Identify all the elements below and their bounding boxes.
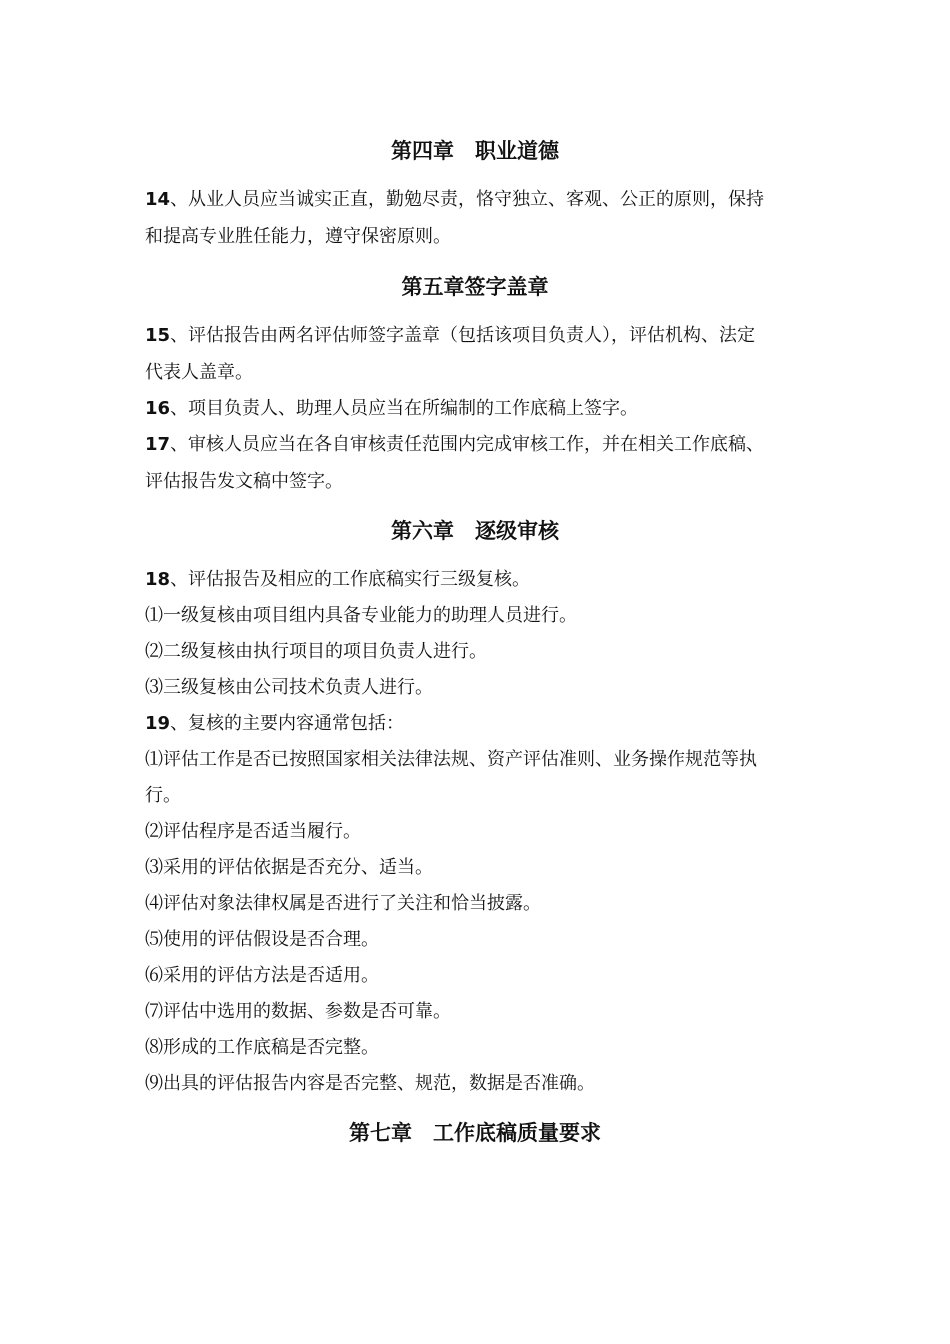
item-19-sub-1-line-1: ⑴评估工作是否已按照国家相关法律法规、资产评估准则、业务操作规范等执 (145, 749, 757, 770)
item-15-text: 、评估报告由两名评估师签字盖章（包括该项目负责人），评估机构、法定 (170, 325, 756, 346)
item-15-line-2: 代表人盖章。 (145, 362, 253, 383)
chapter-5-heading: 第五章签字盖章 (401, 275, 549, 299)
item-19-text: 、复核的主要内容通常包括： (170, 713, 405, 734)
item-19-sub-8: ⑻形成的工作底稿是否完整。 (145, 1037, 379, 1058)
item-14-line-1 (145, 187, 825, 213)
item-19-sub-2: ⑵评估程序是否适当履行。 (145, 821, 361, 842)
item-17-number: 17 (145, 434, 171, 455)
item-19-sub-9: ⑼出具的评估报告内容是否完整、规范，数据是否准确。 (145, 1073, 595, 1094)
chapter-7-heading: 第七章 工作底稿质量要求 (349, 1121, 601, 1145)
item-14-line-2: 和提高专业胜任能力，遵守保密原则。 (145, 226, 451, 247)
item-18-sub-3: ⑶三级复核由公司技术负责人进行。 (145, 677, 433, 698)
item-14-number: 14 (145, 189, 171, 210)
item-15-line-1 (145, 323, 825, 349)
item-16-line-1 (145, 396, 825, 422)
item-18-line-1 (145, 567, 825, 593)
item-19-sub-5: ⑸使用的评估假设是否合理。 (145, 929, 379, 950)
item-14-text: 、从业人员应当诚实正直，勤勉尽责，恪守独立、客观、公正的原则，保持 (170, 189, 765, 210)
item-18-sub-2: ⑵二级复核由执行项目的项目负责人进行。 (145, 641, 487, 662)
item-19-sub-6: ⑹采用的评估方法是否适用。 (145, 965, 379, 986)
item-19-sub-3: ⑶采用的评估依据是否充分、适当。 (145, 857, 433, 878)
item-15-number: 15 (145, 325, 171, 346)
item-16-number: 16 (145, 398, 171, 419)
item-18-number: 18 (145, 569, 171, 590)
item-19-line-1 (145, 711, 825, 737)
chapter-6-heading: 第六章 逐级审核 (391, 519, 559, 543)
item-17-line-1 (145, 432, 825, 458)
item-17-text: 、审核人员应当在各自审核责任范围内完成审核工作，并在相关工作底稿、 (170, 434, 765, 455)
item-18-sub-1: ⑴一级复核由项目组内具备专业能力的助理人员进行。 (145, 605, 577, 626)
item-18-text: 、评估报告及相应的工作底稿实行三级复核。 (170, 569, 531, 590)
chapter-4-heading: 第四章 职业道德 (391, 139, 559, 163)
item-19-sub-1-line-2: 行。 (145, 785, 181, 806)
item-19-sub-7: ⑺评估中选用的数据、参数是否可靠。 (145, 1001, 451, 1022)
item-19-sub-4: ⑷评估对象法律权属是否进行了关注和恰当披露。 (145, 893, 541, 914)
item-17-line-2: 评估报告发文稿中签字。 (145, 471, 343, 492)
item-19-number: 19 (145, 713, 171, 734)
item-16-text: 、项目负责人、助理人员应当在所编制的工作底稿上签字。 (170, 398, 639, 419)
